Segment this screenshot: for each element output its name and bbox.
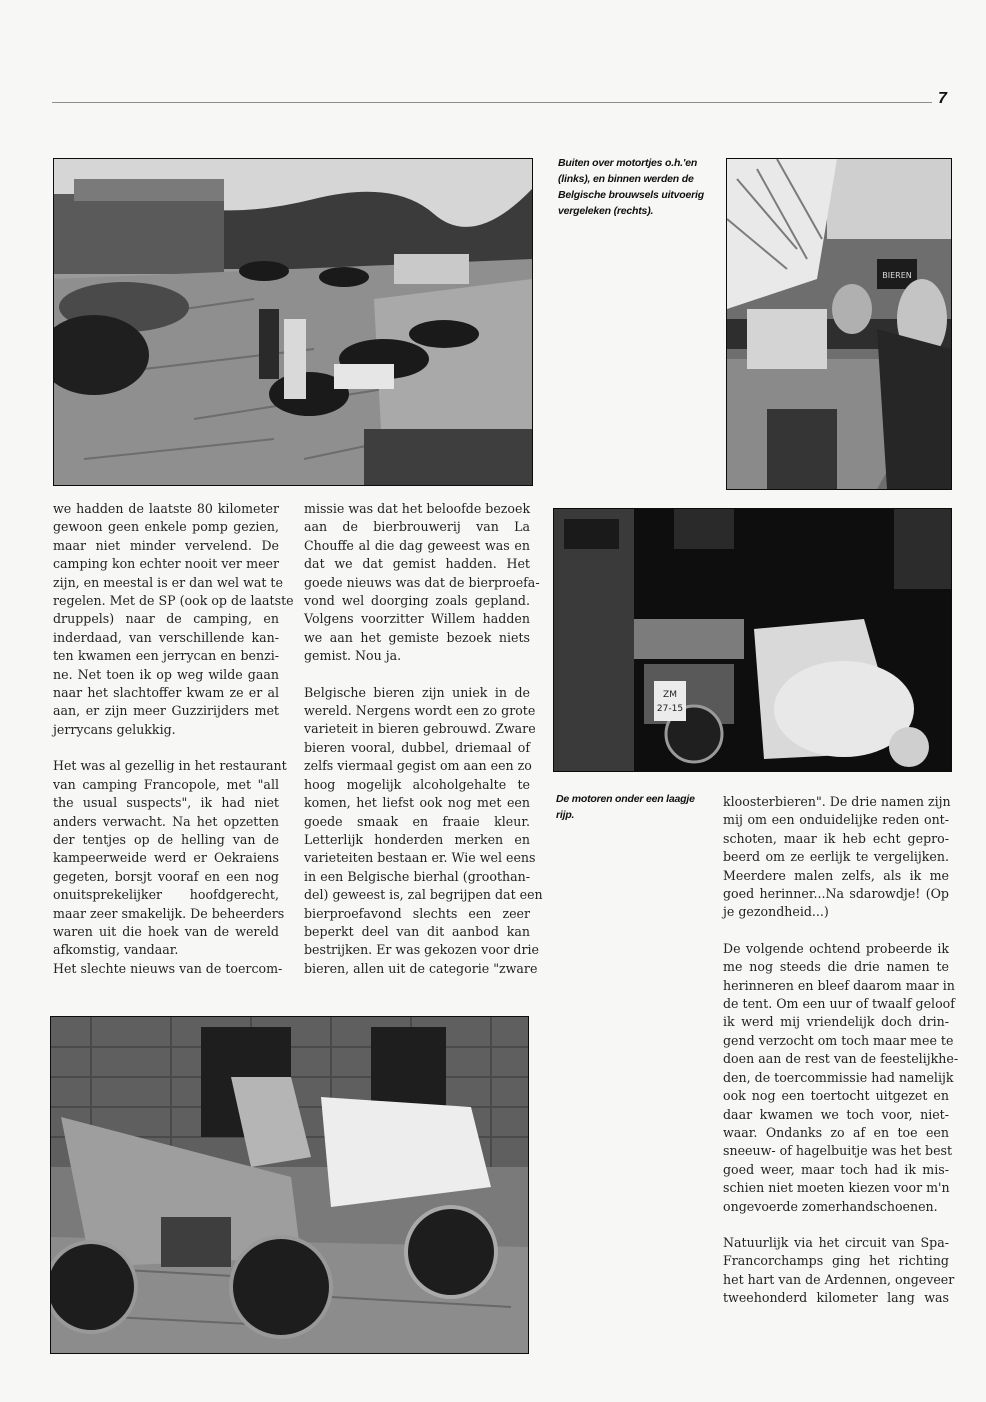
paragraph: Het was al gezellig in het restaurant van camping Francopole, met "all the usual suspects", ik had niet anders verwacht. Na het opzetten der tentjes op de helling van de kampeerweide werd er Oekraiens gegeten, borsjt vooraf en een nog onuitsprekelijker hoofdgerecht, maar zeer smakelijk. De beheerders waren uit die hoek van de wereld afkomstig, vandaar.: [53, 758, 287, 958]
bar-sign-text: BIEREN: [882, 271, 912, 280]
plate-line-1: ZM: [663, 690, 677, 700]
text-column-right: [723, 793, 959, 1308]
paragraph: we hadden de laatste 80 kilometer gewoon geen enkele pomp gezien, maar niet minder vervelend. De camping kon echter nooit ver meer zijn, en meestal is er dan wel wat te regelen. Met de SP (ook op de laatste druppels) naar de camping, en inderdaad, van verschillende kan- ten kwamen een jerrycan en benzi- ne. Net toen ik op weg wilde gaan naar het slachtoffer kwam ze er al aan, er zijn meer Guzzirijders met jerrycans gelukkig.: [53, 501, 294, 737]
paragraph: Belgische bieren zijn uniek in de wereld. Nergens wordt een zo grote varieteit in bieren gebrouwd. Zware bieren vooral, dubbel, driemaal of zelfs viermaal gegist om aan een zo hoog mogelijk alcoholgehalte te komen, het liefst ook nog met een goede smaak en fraaie kleur. Letterlijk honderden merken en varieteiten bestaan er. Wie wel eens in een Belgische bierhal (groothan- del) geweest is, zal begrijpen dat een bierproefavond slechts een zeer beperkt deel van dit aanbod kan bestrijken. Er was gekozen voor drie bieren, allen uit de categorie "zware: [304, 684, 543, 976]
photo-caption-top: Buiten over motortjes o.h.'en (links), en binnen werden de Belgische brouwsels uitvoerig vergeleken (rechts).: [558, 157, 704, 217]
paragraph: De volgende ochtend probeerde ik me nog steeds die drie namen te herinneren en bleef daarom maar in de tent. Om een uur of twaalf geloof ik werd mij vriendelijk doch drin- gend verzocht om toch maar mee te doen aan de rest van de feestelijkhe- den, de toercommissie had namelijk ook nog een toertocht uitgezet en daar kwamen we toch voor, niet- waar. Ondanks zo af en toe een sneeuw- of hagelbuitje was het best goed weer, maar toch had ik mis- schien niet moeten kiezen voor m'n ongevoerde zomerhandschoenen.: [723, 940, 959, 1214]
page-number: 7: [938, 90, 947, 107]
text-column-left: [53, 500, 294, 978]
moto-guzzi-motorcycles-photo: [50, 1016, 529, 1354]
night-sidecar-photo: [553, 508, 952, 772]
camping-motorcycles-photo: [53, 158, 533, 486]
photo-caption-middle: De motoren onder een laagje rijp.: [556, 793, 695, 821]
paragraph: Natuurlijk via het circuit van Spa- Francorchamps ging het richting het hart van de Ardennen, ongeveer tweehonderd kilometer lang was: [723, 1234, 955, 1306]
beer-bar-photo: [726, 158, 952, 490]
header-rule: [52, 102, 932, 103]
text-column-middle: [304, 500, 543, 978]
paragraph: Het slechte nieuws van de toercom-: [53, 960, 283, 976]
paragraph: missie was dat het beloofde bezoek aan de bierbrouwerij van La Chouffe al die dag geweest was en dat we dat gemist hadden. Het goede nieuws was dat de bierproefa- vond wel doorging zoals gepland. Volgens voorzitter Willem hadden we aan het gemiste bezoek niets gemist. Nou ja.: [304, 501, 540, 664]
plate-line-2: 27-15: [656, 704, 684, 714]
paragraph: kloosterbieren". De drie namen zijn mij om een onduidelijke reden ont- schoten, maar ik heb echt gepro- beerd om ze eerlijk te vergelijken. Meerdere malen zelfs, als ik me goed herinner...Na sdarowdje! (Op je gezondheid...): [723, 794, 951, 920]
